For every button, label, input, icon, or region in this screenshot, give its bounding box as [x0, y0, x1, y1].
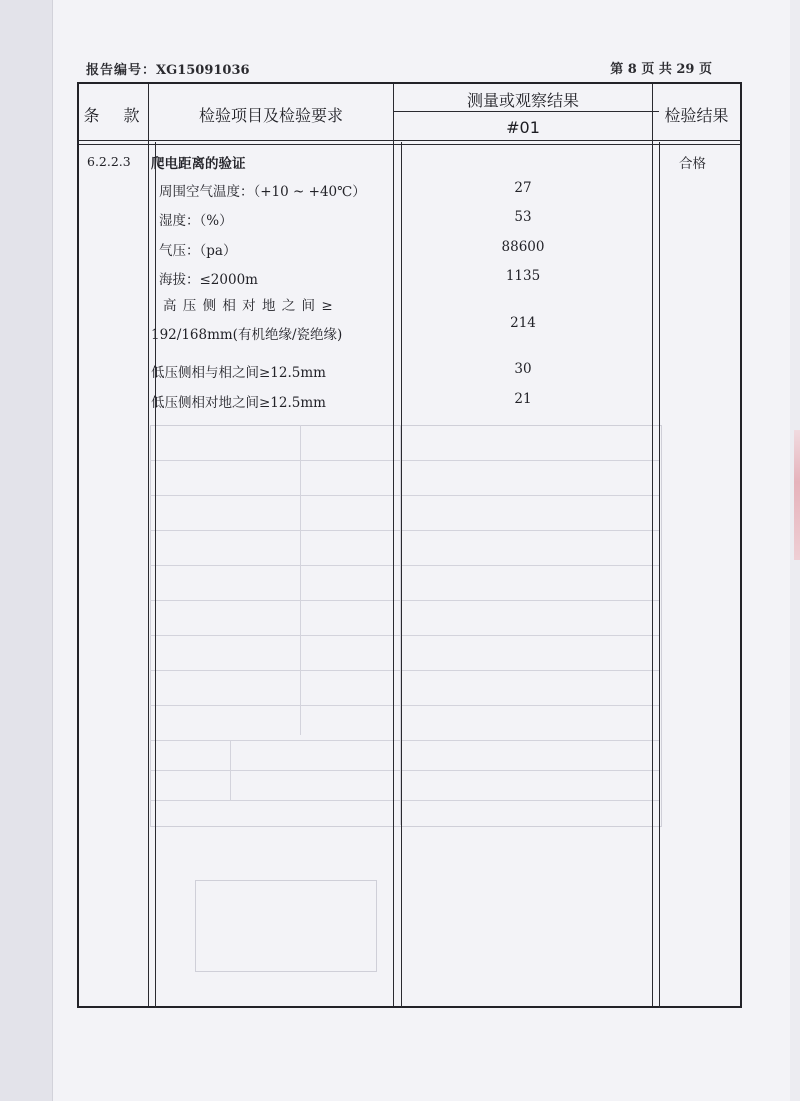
item-value: 88600 [501, 239, 545, 255]
seal-stamp-edge [794, 430, 800, 560]
column-header-measured: 测量或观察结果 [466, 91, 579, 110]
report-number-label: 报告编号： [86, 63, 157, 78]
binding-strip [0, 0, 53, 1101]
column-header-item: 检验项目及检验要求 [198, 106, 343, 125]
header-rule [79, 140, 740, 141]
item-label: 低压侧相与相之间≥12.5mm [151, 365, 326, 381]
item-value: 27 [514, 180, 532, 196]
item-label: 周围空气温度：（+10 ~ +40℃） [159, 184, 366, 200]
col-divider [659, 142, 660, 1008]
item-label-continued: 192/168mm(有机绝缘/瓷绝缘) [151, 327, 343, 343]
header-rule [79, 144, 740, 145]
column-header-sample: #01 [506, 118, 540, 137]
item-label: 高 压 侧 相 对 地 之 间 ≥ [163, 298, 334, 314]
column-header-result: 检验结果 [664, 106, 729, 125]
inspection-result: 合格 [679, 156, 706, 172]
item-label: 海拔：≤2000m [159, 272, 258, 288]
inspection-table [77, 82, 742, 1008]
col-divider [155, 142, 156, 1008]
item-value: 21 [514, 391, 532, 407]
item-value: 214 [510, 315, 536, 331]
page-indicator: 第 8 页 共 29 页 [610, 62, 712, 77]
item-value: 30 [514, 361, 532, 377]
clause-number: 6.2.2.3 [87, 154, 131, 169]
col-divider [652, 84, 653, 1006]
report-number-value: XG15091036 [156, 63, 250, 78]
col-divider [148, 84, 149, 1006]
item-value: 1135 [505, 268, 541, 284]
item-value: 53 [514, 209, 532, 225]
header-subdivider [393, 111, 659, 112]
item-label: 湿度：（%） [159, 213, 233, 229]
report-number [86, 59, 250, 78]
item-label: 低压侧相对地之间≥12.5mm [151, 395, 326, 411]
item-label: 气压：（pa） [159, 243, 237, 259]
column-header-clause: 条 款 [83, 106, 144, 125]
item-title: 爬电距离的验证 [151, 156, 246, 172]
